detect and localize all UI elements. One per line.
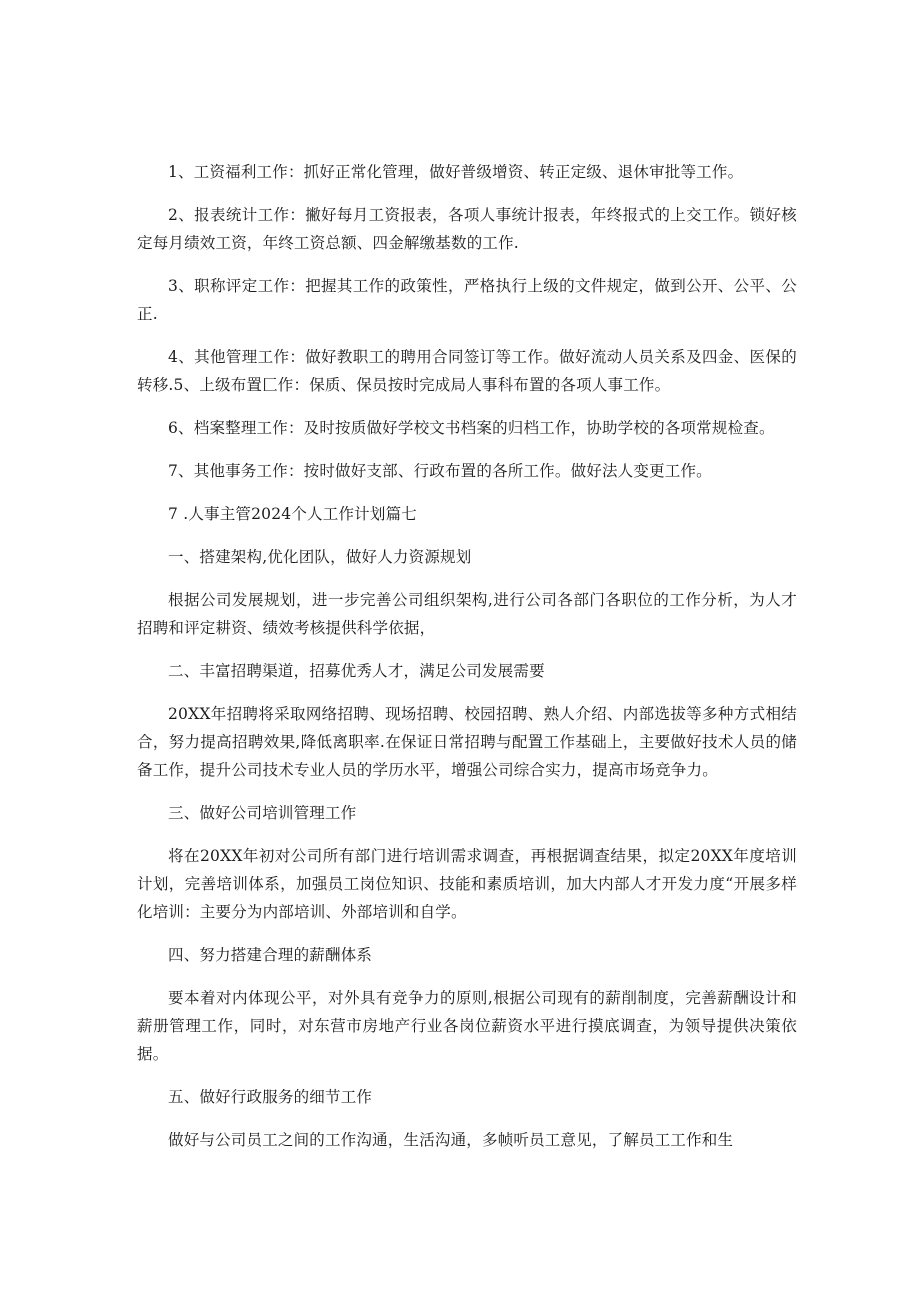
heading-four: 四、努力搭建合理的薪酬体系 xyxy=(168,946,373,964)
paragraph-hr-planning: 根据公司发展规划，进一步完善公司组织架构,进行公司各部门各职位的工作分析，为人才招聘和评定耕资、绩效考核提供科学依据， xyxy=(137,591,797,637)
paragraph-admin-service: 做好与公司员工之间的工作沟通，生活沟通，多帧听员工意见，了解员工工作和生 xyxy=(168,1131,734,1149)
paragraph-other-affairs: 7、其他事务工作：按时做好支部、行政布置的各所工作。做好法人变更工作。 xyxy=(168,462,712,480)
paragraph-other-management: 4、其他管理工作：做好教职工的聘用合同签订等工作。做好流动人员关系及四金、医保的转移.5、上级布置匚作：保质、保员按时完成局人事科布置的各项人事工作。 xyxy=(137,348,797,394)
heading-three: 三、做好公司培训管理工作 xyxy=(168,804,357,822)
paragraph-recruitment: 20XX年招聘将采取网络招聘、现场招聘、校园招聘、熟人介绍、内部选拔等多种方式相结合，努力提高招聘效果,降低离职率.在保证日常招聘与配置工作基础上，主要做好技术人员的储备工作，提升公司技术专业人员的学历水平，增强公司综合实力，提高市场竞争力。 xyxy=(137,705,797,779)
paragraph-title-evaluation: 3、职称评定工作：把握其工作的政策性，严格执行上级的文件规定，做到公开、公平、公正. xyxy=(137,277,797,323)
paragraph-compensation: 要本着对内体现公平，对外具有竞争力的原则,根据公司现有的薪削制度，完善薪酬设计和薪册管理工作，同时，对东营市房地产行业各岗位薪资水平进行摸底调查，为领导提供决策依据。 xyxy=(137,989,797,1063)
heading-five: 五、做好行政服务的细节工作 xyxy=(168,1088,373,1106)
paragraph-salary-welfare: 1、工资福利工作：抓好正常化管理，做好普级增资、转正定级、退休审批等工作。 xyxy=(168,163,744,181)
heading-two: 二、丰富招聘渠道，招募优秀人才，满足公司发展需要 xyxy=(168,662,545,680)
paragraph-training: 将在20XX年初对公司所有部门进行培训需求调查，再根据调查结果，拟定20XX年度培训计划，完善培训体系，加强员工岗位知识、技能和素质培训，加大内部人才开发力度“开展多样化培训：主要分为内部培训、外部培训和自学。 xyxy=(137,847,797,921)
paragraph-archive-management: 6、档案整理工作：及时按质做好学校文书档案的归档工作，协助学校的各项常规检查。 xyxy=(168,419,775,437)
section-title-plan-seven: 7 .人事主管2024个人工作计划篇七 xyxy=(168,505,417,523)
paragraph-report-statistics: 2、报表统计工作：撇好每月工资报表，各项人事统计报表，年终报式的上交工作。锁好核定每月绩效工资，年终工资总额、四金解缴基数的工作. xyxy=(137,206,797,252)
document-body xyxy=(137,158,797,1154)
heading-one: 一、搭建架构,优化团队，做好人力资源规划 xyxy=(168,548,472,566)
